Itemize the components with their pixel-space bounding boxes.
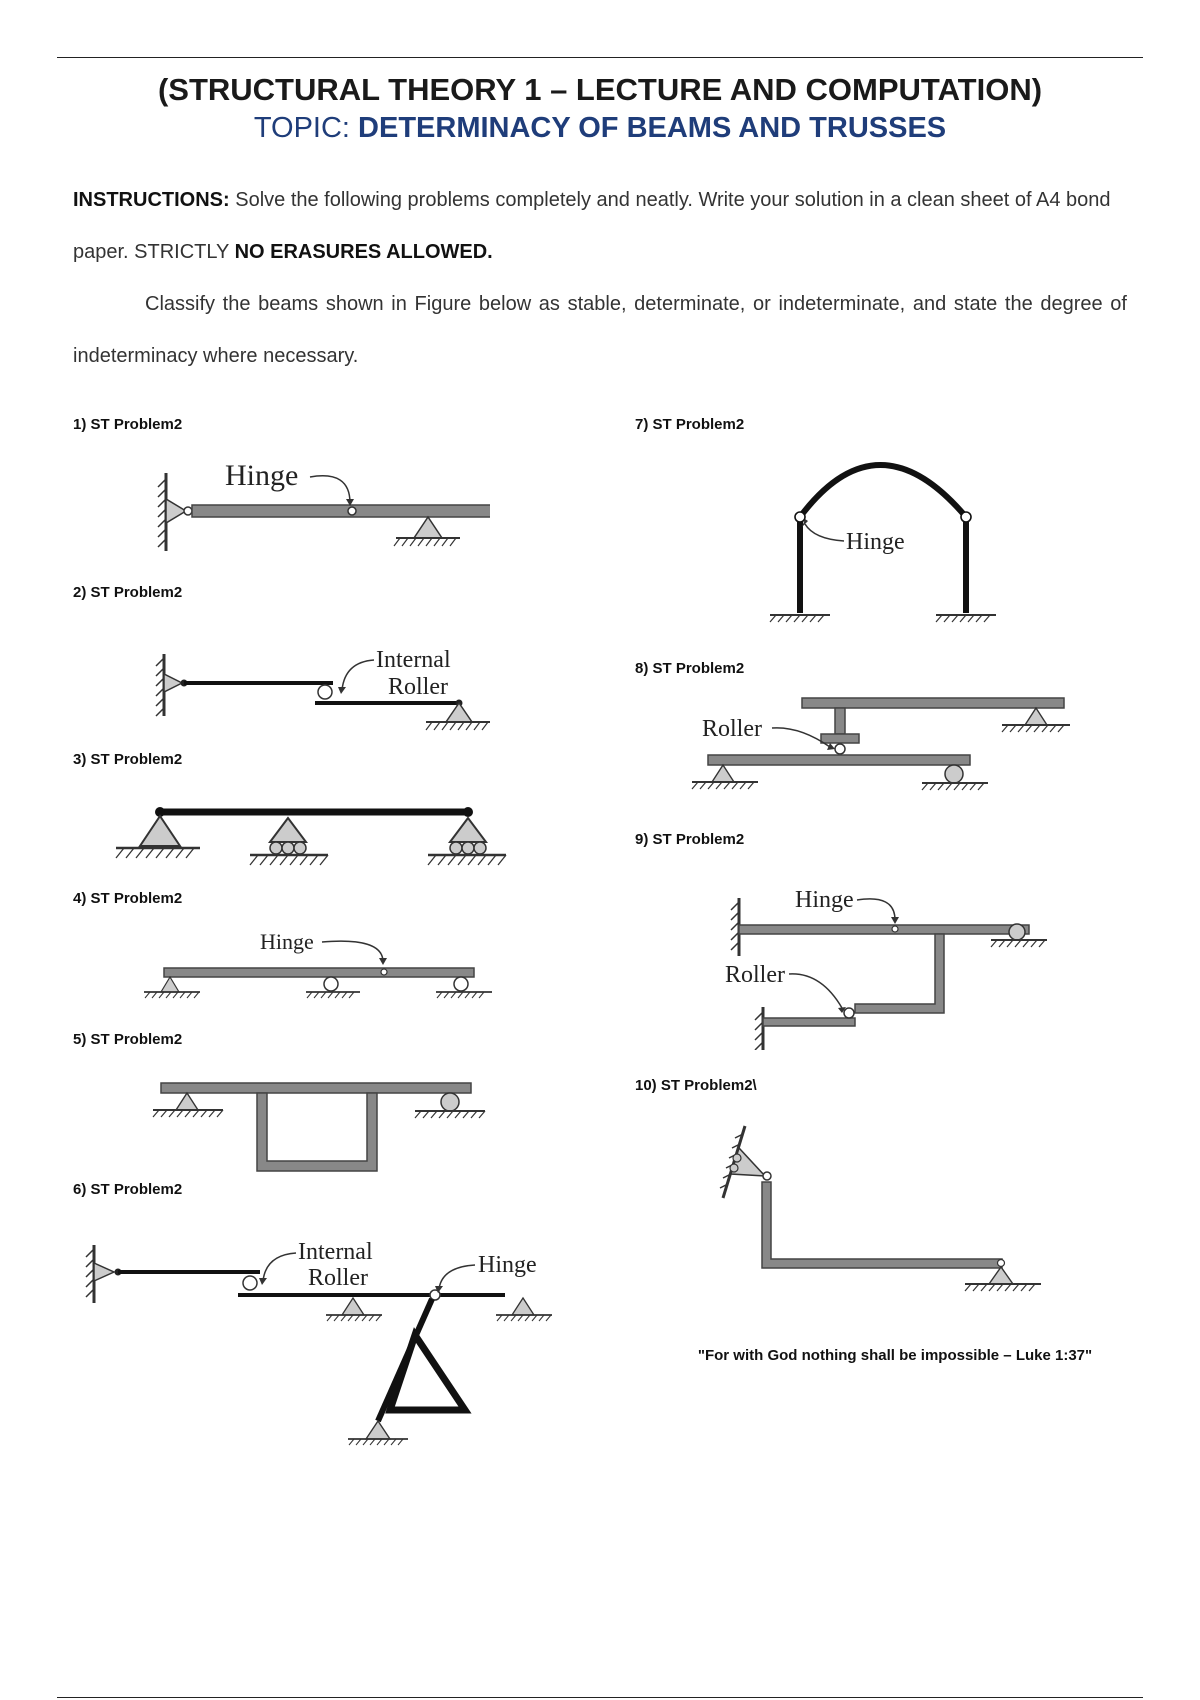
fig9-tag-roller: Roller [725,962,785,988]
problem-9-label: 9) ST Problem2 [635,831,745,848]
topic-prefix: TOPIC: [253,112,350,144]
fig6-tag-hinge: Hinge [478,1252,537,1278]
problem-6-label: 6) ST Problem2 [73,1181,183,1198]
problem-4-label: 4) ST Problem2 [73,890,183,907]
instructions-emphasis: NO ERASURES ALLOWED. [234,241,493,263]
problem-1-label: 1) ST Problem2 [73,416,183,433]
fig1-tag-hinge: Hinge [225,459,299,492]
problem-5-label: 5) ST Problem2 [73,1031,183,1048]
problem-3-label: 3) ST Problem2 [73,751,183,768]
figure-9 [725,880,1065,1050]
instructions-text: Solve the following problems completely and neatly. Write your solution in a clean sheet of A4 bond paper. STRICTLY [73,189,1111,263]
instructions-label: INSTRUCTIONS: [73,189,230,211]
bottom-rule [57,1697,1143,1698]
problem-10-label: 10) ST Problem2\ [635,1077,757,1094]
figure-10 [715,1120,1055,1300]
closing-quote: "For with God nothing shall be impossible – Luke 1:37" [697,1347,1093,1364]
fig9-tag-hinge: Hinge [795,887,854,913]
figure-1 [150,455,490,560]
fig2-tag-roller: Roller [388,674,448,700]
problem-2-label: 2) ST Problem2 [73,584,183,601]
page-title: (STRUCTURAL THEORY 1 – LECTURE AND COMPUTATION) [157,72,1043,107]
figure-6 [80,1225,560,1465]
problem-8-label: 8) ST Problem2 [635,660,745,677]
fig6-tag-roller: Roller [308,1265,368,1291]
figure-4 [140,925,500,1005]
figure-5 [145,1075,495,1173]
problem-7-label: 7) ST Problem2 [635,416,745,433]
figure-7 [760,455,1010,630]
fig7-tag-hinge: Hinge [846,529,905,555]
instructions-paragraph [73,174,1127,278]
figure-3 [110,800,510,880]
fig6-tag-internal: Internal [298,1239,373,1265]
fig8-tag-roller: Roller [702,716,762,742]
topic-line [0,112,1200,145]
topic-value: DETERMINACY OF BEAMS AND TRUSSES [358,112,947,144]
top-rule [57,57,1143,58]
figure-8 [690,690,1080,810]
question-paragraph: Classify the beams shown in Figure below as stable, determinate, or indeterminate, and state the degree of indeterminacy where necessary. [73,293,1127,367]
figure-2 [150,640,500,745]
fig2-tag-internal: Internal [376,647,451,673]
fig4-tag-hinge: Hinge [260,929,314,954]
